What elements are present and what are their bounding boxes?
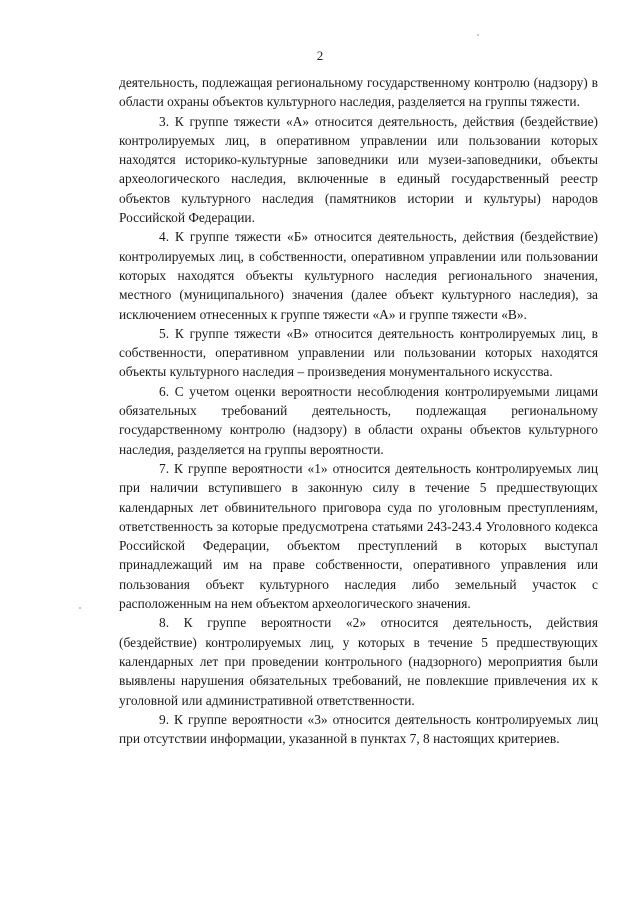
paragraph-9: 9. К группе вероятности «3» относится деятельность контролируемых лиц при отсутствии информации, указанной в пунктах 7, 8 настоящих критериев. [119, 711, 598, 747]
document-body [119, 73, 598, 748]
paragraph-5: 5. К группе тяжести «В» относится деятельность контролируемых лиц, в собственности, оперативном управлении или пользовании которых находятся объекты культурного наследия – произведения монументального искусства. [119, 325, 598, 380]
paragraph-continuation: деятельность, подлежащая региональному государственному контролю (надзору) в области охраны объектов культурного наследия, разделяется на группы тяжести. [119, 75, 598, 110]
paragraph-6: 6. С учетом оценки вероятности несоблюдения контролируемыми лицами обязательных требований деятельность, подлежащая региональному государственному контролю (надзору) в области охраны объектов культурного наследия, разделяется на группы вероятности. [119, 383, 598, 457]
page-number: 2 [316, 48, 324, 63]
scan-speck [79, 607, 81, 609]
scan-speck [477, 34, 479, 36]
paragraph-4: 4. К группе тяжести «Б» относится деятельность, действия (бездействие) контролируемых лиц, в собственности, оперативном управлении или пользовании которых находятся объекты культурного наследия регионального значения, местного (муниципального) значения (далее объект культурного наследия), за исключением отнесенных к группе тяжести «А» и группе тяжести «В». [119, 229, 598, 322]
paragraph-8: 8. К группе вероятности «2» относится деятельность, действия (бездействие) контролируемых лиц, у которых в течение 5 предшествующих календарных лет при проведении контрольного (надзорного) мероприятия были выявлены нарушения обязательных требований, не повлекшие привлечения их к уголовной или административной ответственности. [119, 615, 598, 708]
paragraph-7: 7. К группе вероятности «1» относится деятельность контролируемых лиц при наличии вступившего в законную силу в течение 5 предшествующих календарных лет обвинительного приговора суда по уголовным преступлениям, ответственность за которые предусмотрена статьями 243-243.4 Уголовного кодекса Российской Федерации, объектом преступлений в которых выступал принадлежащий им на праве собственности, оперативного управления или пользования объект культурного наследия либо земельный участок с расположенным на нем объектом археологического значения. [119, 460, 598, 612]
paragraph-3: 3. К группе тяжести «А» относится деятельность, действия (бездействие) контролируемых лиц, в оперативном управлении или пользовании которых находятся историко-культурные заповедники или музеи-заповедники, объекты археологического наследия, включенные в единый государственный реестр объектов культурного наследия (памятников истории и культуры) народов Российской Федерации. [119, 113, 598, 226]
